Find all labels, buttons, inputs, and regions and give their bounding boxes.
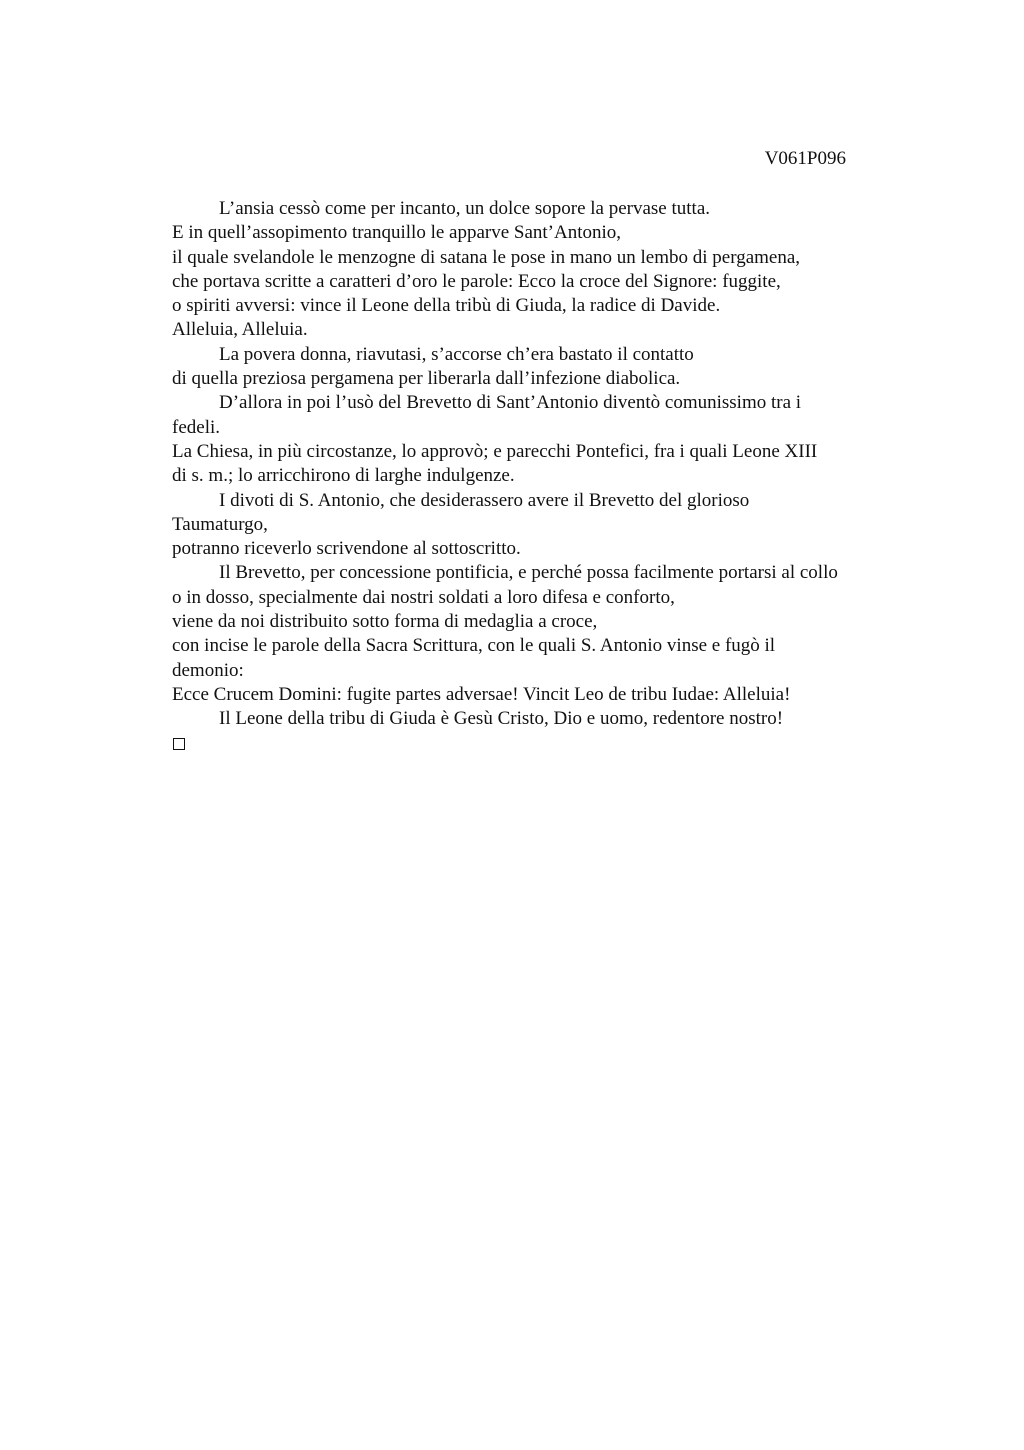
text-line: o in dosso, specialmente dai nostri soldati a loro difesa e conforto,	[172, 586, 675, 608]
text-line: Il Leone della tribu di Giuda è Gesù Cristo, Dio e uomo, redentore nostro!	[219, 708, 784, 730]
text-line: I divoti di S. Antonio, che desiderassero avere il Brevetto del glorioso	[219, 489, 750, 511]
text-line: Ecce Crucem Domini: fugite partes adversae! Vincit Leo de tribu Iudae: Alleluia!	[172, 683, 791, 705]
text-line: Il Brevetto, per concessione pontificia, e perché possa facilmente portarsi al collo	[219, 562, 838, 584]
text-line: Taumaturgo,	[172, 513, 268, 535]
text-line: demonio:	[172, 659, 244, 681]
text-line: E in quell’assopimento tranquillo le apparve Sant’Antonio,	[172, 222, 622, 244]
text-line: L’ansia cessò come per incanto, un dolce sopore la pervase tutta.	[219, 198, 711, 219]
text-line: di s. m.; lo arricchirono di larghe indulgenze.	[172, 465, 515, 487]
text-line: La Chiesa, in più circostanze, lo approvò; e parecchi Pontefici, fra i quali Leone XIII	[172, 440, 818, 462]
text-line: il quale svelandole le menzogne di satana le pose in mano un lembo di pergamena,	[172, 246, 801, 268]
page-code: V061P096	[764, 148, 846, 169]
document-body	[172, 197, 912, 750]
text-line: viene da noi distribuito sotto forma di medaglia a croce,	[172, 611, 598, 633]
text-line: La povera donna, riavutasi, s’accorse ch’era bastato il contatto	[219, 343, 694, 365]
text-line: con incise le parole della Sacra Scrittura, con le quali S. Antonio vinse e fugò il	[172, 635, 776, 657]
text-line: fedeli.	[172, 416, 221, 438]
text-line: o spiriti avversi: vince il Leone della tribù di Giuda, la radice di Davide.	[172, 295, 721, 317]
text-line: D’allora in poi l’usò del Brevetto di Sant’Antonio diventò comunissimo tra i	[219, 392, 802, 414]
end-square-icon	[173, 738, 185, 750]
text-line: Alleluia, Alleluia.	[172, 319, 308, 341]
text-line: potranno riceverlo scrivendone al sottoscritto.	[172, 538, 521, 560]
text-line: di quella preziosa pergamena per liberarla dall’infezione diabolica.	[172, 368, 681, 390]
text-line: che portava scritte a caratteri d’oro le parole: Ecco la croce del Signore: fuggite,	[172, 270, 781, 292]
